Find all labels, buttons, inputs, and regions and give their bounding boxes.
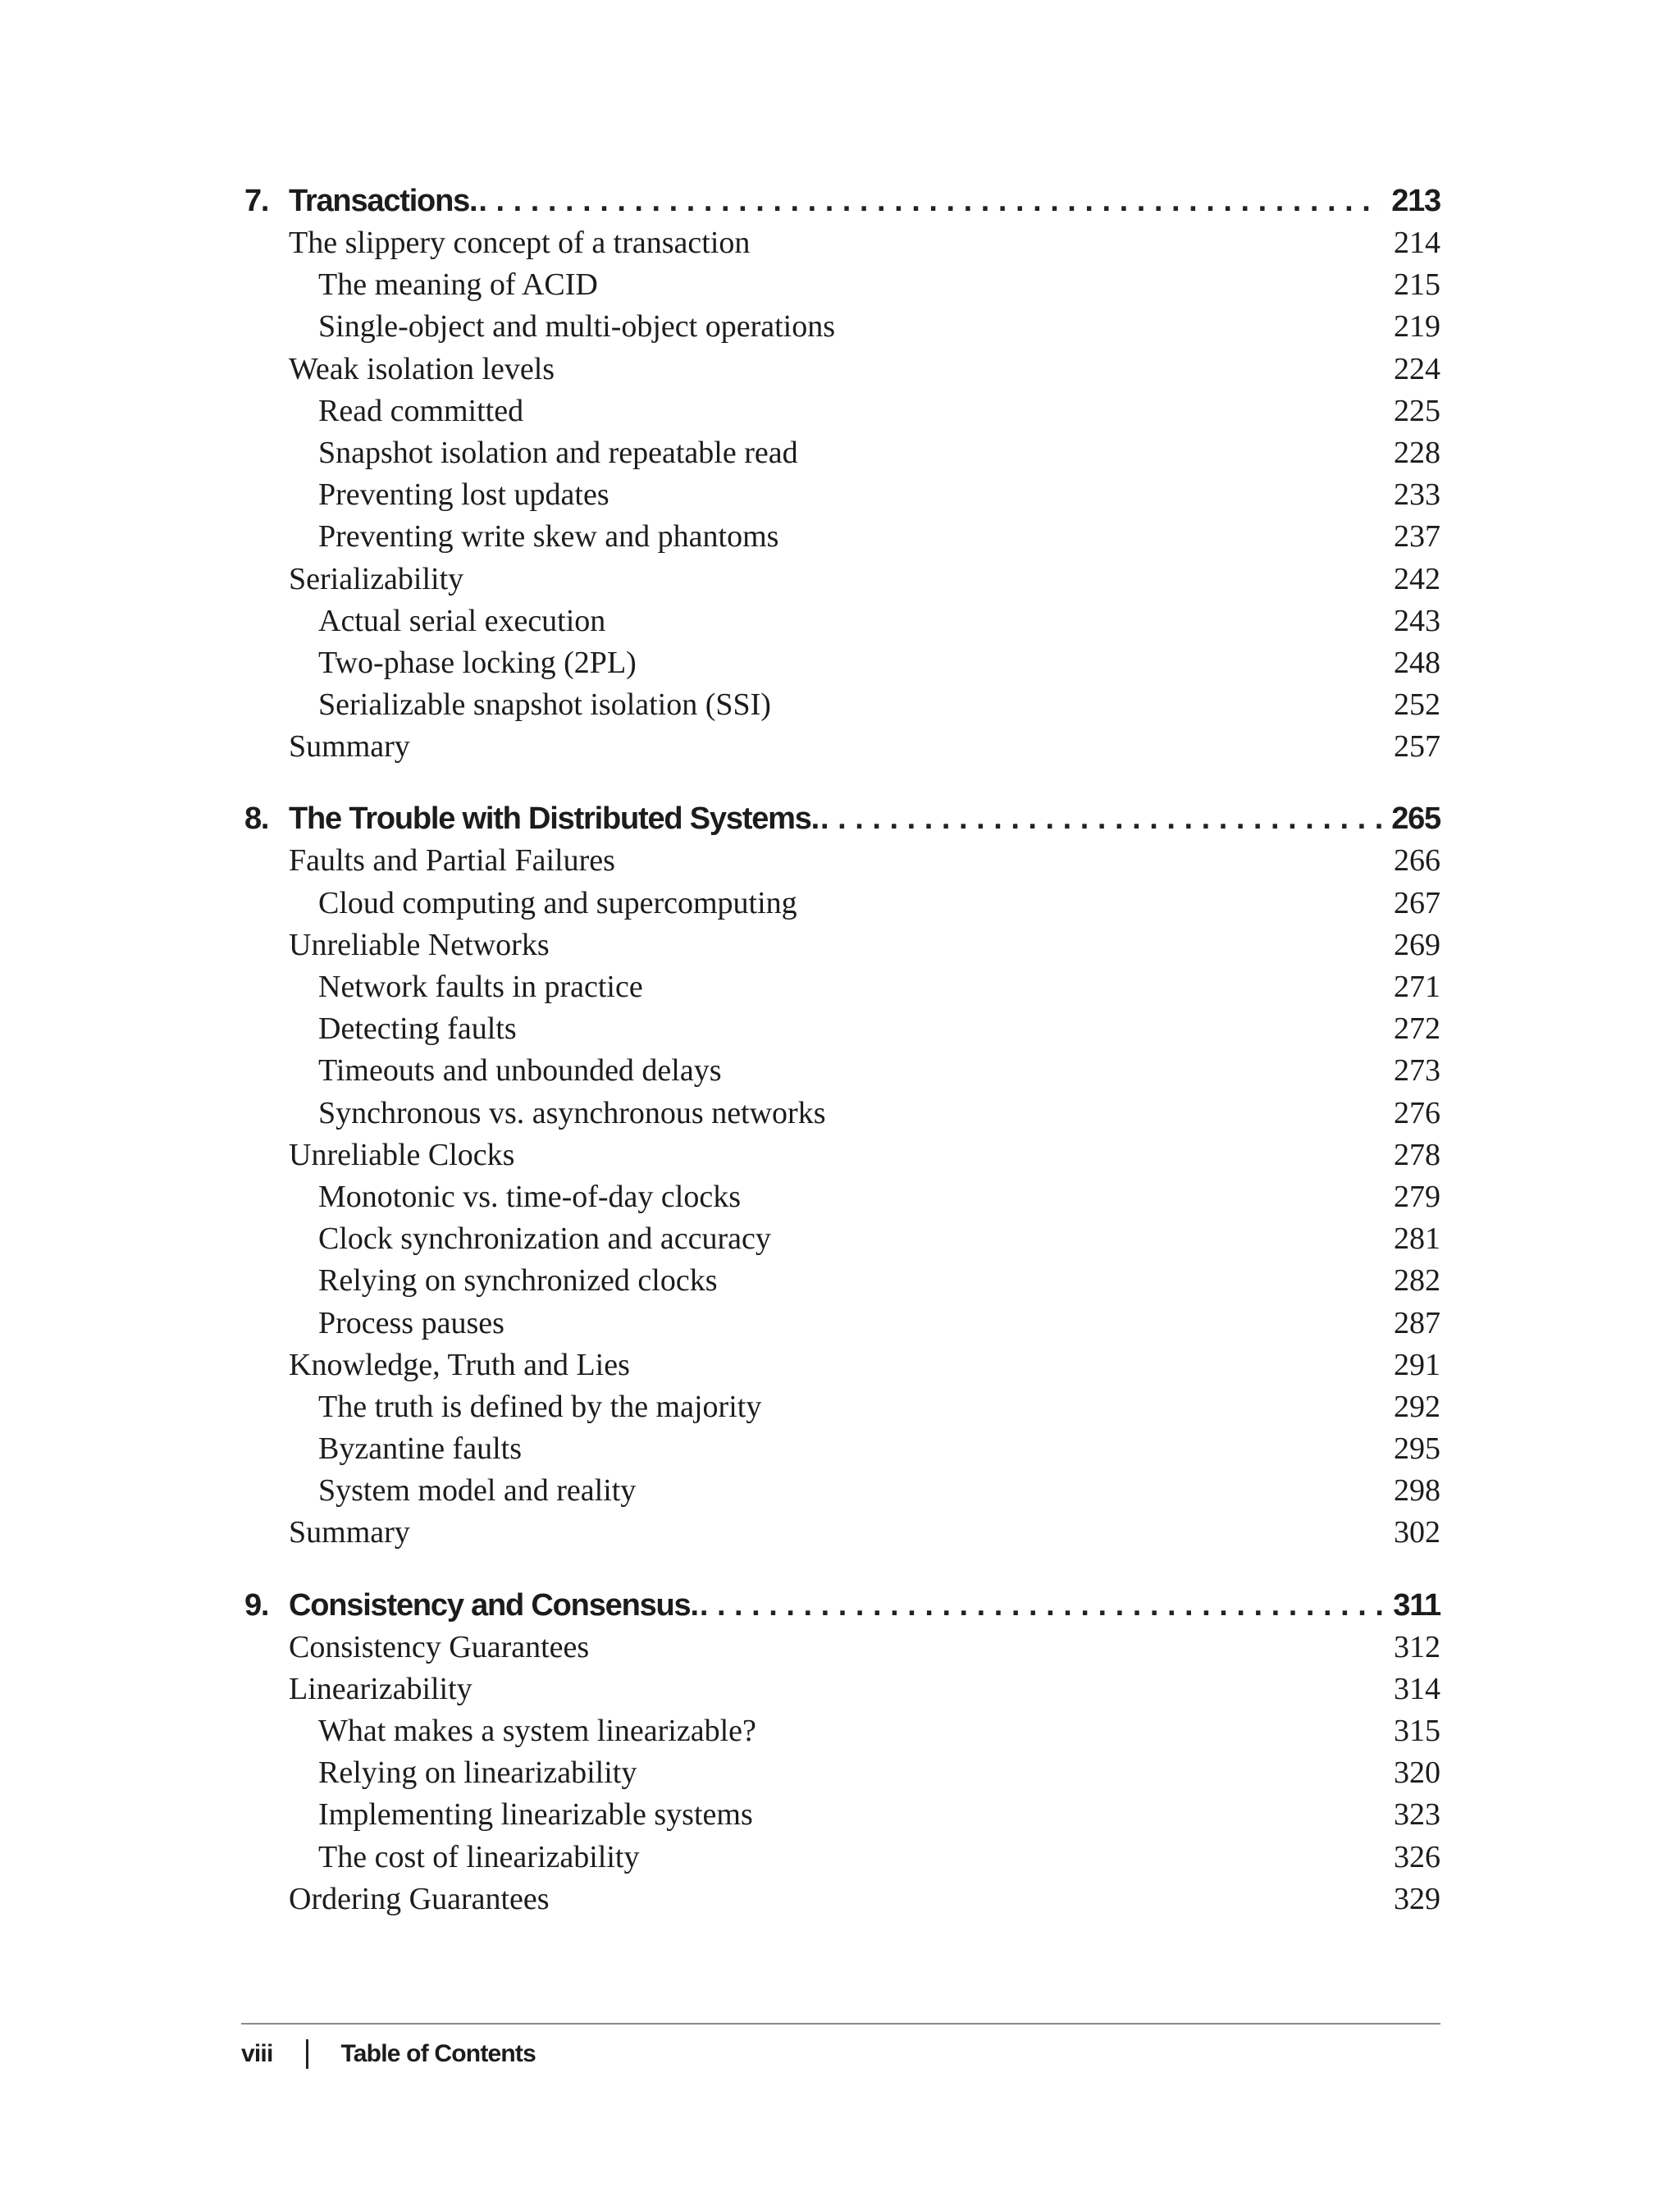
entry-title: Two-phase locking (2PL) <box>318 645 637 680</box>
subsection-entry[interactable] <box>244 1386 1440 1428</box>
entry-title: Monotonic vs. time-of-day clocks <box>318 1179 742 1214</box>
entry-page-number: 228 <box>1394 435 1440 470</box>
chapter-page-number: 265 <box>1391 801 1440 837</box>
entry-title: Actual serial execution <box>318 603 606 638</box>
entry-page-number: 279 <box>1394 1179 1440 1214</box>
subsection-entry[interactable] <box>244 390 1440 432</box>
chapter-block <box>244 1584 1440 1920</box>
entry-page-number: 278 <box>1394 1137 1440 1172</box>
entry-page-number: 282 <box>1394 1263 1440 1299</box>
subsection-entry[interactable] <box>244 264 1440 306</box>
footer-section-title: Table of Contents <box>340 2040 536 2067</box>
entry-title: Consistency Guarantees <box>289 1629 590 1664</box>
entry-page-number: 237 <box>1394 519 1440 555</box>
chapter-page-number: 213 <box>1391 184 1440 218</box>
entry-page-number: 291 <box>1394 1347 1440 1382</box>
section-entry[interactable] <box>244 1879 1440 1920</box>
footer-separator <box>306 2039 308 2069</box>
subsection-entry[interactable] <box>244 1260 1440 1302</box>
section-entry[interactable] <box>244 840 1440 882</box>
entry-title: Byzantine faults <box>318 1431 522 1467</box>
section-entry[interactable] <box>244 1669 1440 1710</box>
dot-leader <box>700 1584 1383 1627</box>
subsection-entry[interactable] <box>244 883 1440 924</box>
entry-title: Implementing linearizable systems <box>318 1797 753 1833</box>
subsection-entry[interactable] <box>244 1752 1440 1794</box>
section-entry[interactable] <box>244 1512 1440 1554</box>
entry-title: Detecting faults <box>318 1011 517 1047</box>
chapter-number: 9. <box>244 1587 269 1623</box>
section-entry[interactable] <box>244 924 1440 966</box>
footer-page-number: viii <box>241 2040 273 2067</box>
section-entry[interactable] <box>244 726 1440 768</box>
entry-title: Preventing lost updates <box>318 477 609 513</box>
dot-leader <box>820 797 1381 840</box>
entry-page-number: 248 <box>1394 645 1440 680</box>
entry-title: Faults and Partial Failures <box>289 843 615 879</box>
entry-title: System model and reality <box>318 1473 637 1509</box>
dot-leader <box>478 180 1381 222</box>
section-entry[interactable] <box>244 1344 1440 1386</box>
entry-page-number: 320 <box>1394 1755 1440 1791</box>
subsection-entry[interactable] <box>244 1050 1440 1092</box>
entry-title: Knowledge, Truth and Lies <box>289 1347 630 1382</box>
chapter-block <box>244 797 1440 1554</box>
entry-page-number: 233 <box>1394 477 1440 513</box>
entry-page-number: 242 <box>1394 561 1440 596</box>
subsection-entry[interactable] <box>244 432 1440 474</box>
chapter-heading[interactable] <box>244 797 1440 840</box>
entry-title: Read committed <box>318 393 524 428</box>
entry-title: Preventing write skew and phantoms <box>318 519 779 555</box>
section-entry[interactable] <box>244 559 1440 600</box>
entry-title: Process pauses <box>318 1305 504 1340</box>
subsection-entry[interactable] <box>244 684 1440 726</box>
entry-title: Summary <box>289 729 410 765</box>
entry-title: Network faults in practice <box>318 970 643 1004</box>
subsection-entry[interactable] <box>244 600 1440 642</box>
entry-title: The slippery concept of a transaction <box>289 226 751 260</box>
subsection-entry[interactable] <box>244 516 1440 558</box>
entry-page-number: 224 <box>1394 351 1440 386</box>
section-entry[interactable] <box>244 349 1440 390</box>
chapter-block <box>244 180 1440 768</box>
entry-page-number: 329 <box>1394 1881 1440 1916</box>
entry-page-number: 292 <box>1394 1389 1440 1424</box>
entry-page-number: 225 <box>1394 393 1440 428</box>
entry-page-number: 272 <box>1394 1011 1440 1047</box>
page-footer <box>241 2033 536 2075</box>
subsection-entry[interactable] <box>244 306 1440 348</box>
entry-page-number: 295 <box>1394 1431 1440 1467</box>
subsection-entry[interactable] <box>244 1218 1440 1260</box>
entry-page-number: 214 <box>1394 226 1440 260</box>
entry-page-number: 276 <box>1394 1095 1440 1130</box>
section-entry[interactable] <box>244 1134 1440 1176</box>
entry-title: Summary <box>289 1515 410 1550</box>
entry-page-number: 302 <box>1394 1515 1440 1550</box>
entry-title: Unreliable Clocks <box>289 1137 515 1172</box>
section-entry[interactable] <box>244 222 1440 264</box>
chapter-heading[interactable] <box>244 180 1440 222</box>
subsection-entry[interactable] <box>244 1710 1440 1752</box>
subsection-entry[interactable] <box>244 1428 1440 1470</box>
entry-title: Relying on linearizability <box>318 1755 637 1791</box>
entry-title: Single-object and multi-object operations <box>318 309 836 345</box>
entry-page-number: 219 <box>1394 309 1440 345</box>
entry-title: Synchronous vs. asynchronous networks <box>318 1095 826 1130</box>
subsection-entry[interactable] <box>244 966 1440 1008</box>
chapter-number: 8. <box>244 801 269 837</box>
entry-page-number: 271 <box>1394 970 1440 1004</box>
subsection-entry[interactable] <box>244 1093 1440 1134</box>
entry-page-number: 315 <box>1394 1714 1440 1748</box>
entry-page-number: 252 <box>1394 687 1440 723</box>
subsection-entry[interactable] <box>244 1008 1440 1050</box>
entry-title: The cost of linearizability <box>318 1839 640 1874</box>
footer-rule <box>241 2023 1440 2025</box>
entry-title: The meaning of ACID <box>318 267 598 303</box>
entry-page-number: 326 <box>1394 1839 1440 1874</box>
subsection-entry[interactable] <box>244 474 1440 516</box>
subsection-entry[interactable] <box>244 1794 1440 1836</box>
entry-title: Linearizability <box>289 1671 472 1706</box>
entry-title: Timeouts and unbounded delays <box>318 1053 722 1089</box>
entry-page-number: 287 <box>1394 1305 1440 1340</box>
chapter-title: The Trouble with Distributed Systems. <box>289 801 819 837</box>
chapter-page-number: 311 <box>1393 1587 1440 1623</box>
entry-page-number: 257 <box>1394 729 1440 765</box>
subsection-entry[interactable] <box>244 1303 1440 1344</box>
entry-title: Weak isolation levels <box>289 351 555 386</box>
chapter-heading[interactable] <box>244 1584 1440 1627</box>
entry-title: Ordering Guarantees <box>289 1881 550 1916</box>
subsection-entry[interactable] <box>244 642 1440 684</box>
entry-page-number: 273 <box>1394 1053 1440 1089</box>
entry-page-number: 267 <box>1394 885 1440 920</box>
table-of-contents <box>244 180 1440 1950</box>
entry-page-number: 281 <box>1394 1221 1440 1257</box>
entry-page-number: 266 <box>1394 843 1440 879</box>
subsection-entry[interactable] <box>244 1470 1440 1512</box>
entry-page-number: 323 <box>1394 1797 1440 1833</box>
entry-page-number: 215 <box>1394 267 1440 303</box>
chapter-title: Transactions. <box>289 184 477 218</box>
entry-title: The truth is defined by the majority <box>318 1389 762 1424</box>
entry-title: Snapshot isolation and repeatable read <box>318 435 798 470</box>
chapter-title: Consistency and Consensus. <box>289 1587 698 1623</box>
entry-page-number: 298 <box>1394 1473 1440 1509</box>
entry-page-number: 314 <box>1394 1671 1440 1706</box>
entry-title: Clock synchronization and accuracy <box>318 1221 771 1257</box>
entry-title: Serializability <box>289 561 464 596</box>
entry-page-number: 312 <box>1394 1629 1440 1664</box>
entry-page-number: 243 <box>1394 603 1440 638</box>
entry-page-number: 269 <box>1394 927 1440 962</box>
section-entry[interactable] <box>244 1627 1440 1669</box>
entry-title: Cloud computing and supercomputing <box>318 885 797 920</box>
subsection-entry[interactable] <box>244 1837 1440 1879</box>
entry-title: Serializable snapshot isolation (SSI) <box>318 687 771 723</box>
chapter-number: 7. <box>244 184 269 218</box>
entry-title: Unreliable Networks <box>289 927 550 962</box>
entry-title: What makes a system linearizable? <box>318 1714 756 1748</box>
entry-title: Relying on synchronized clocks <box>318 1263 718 1299</box>
subsection-entry[interactable] <box>244 1176 1440 1218</box>
